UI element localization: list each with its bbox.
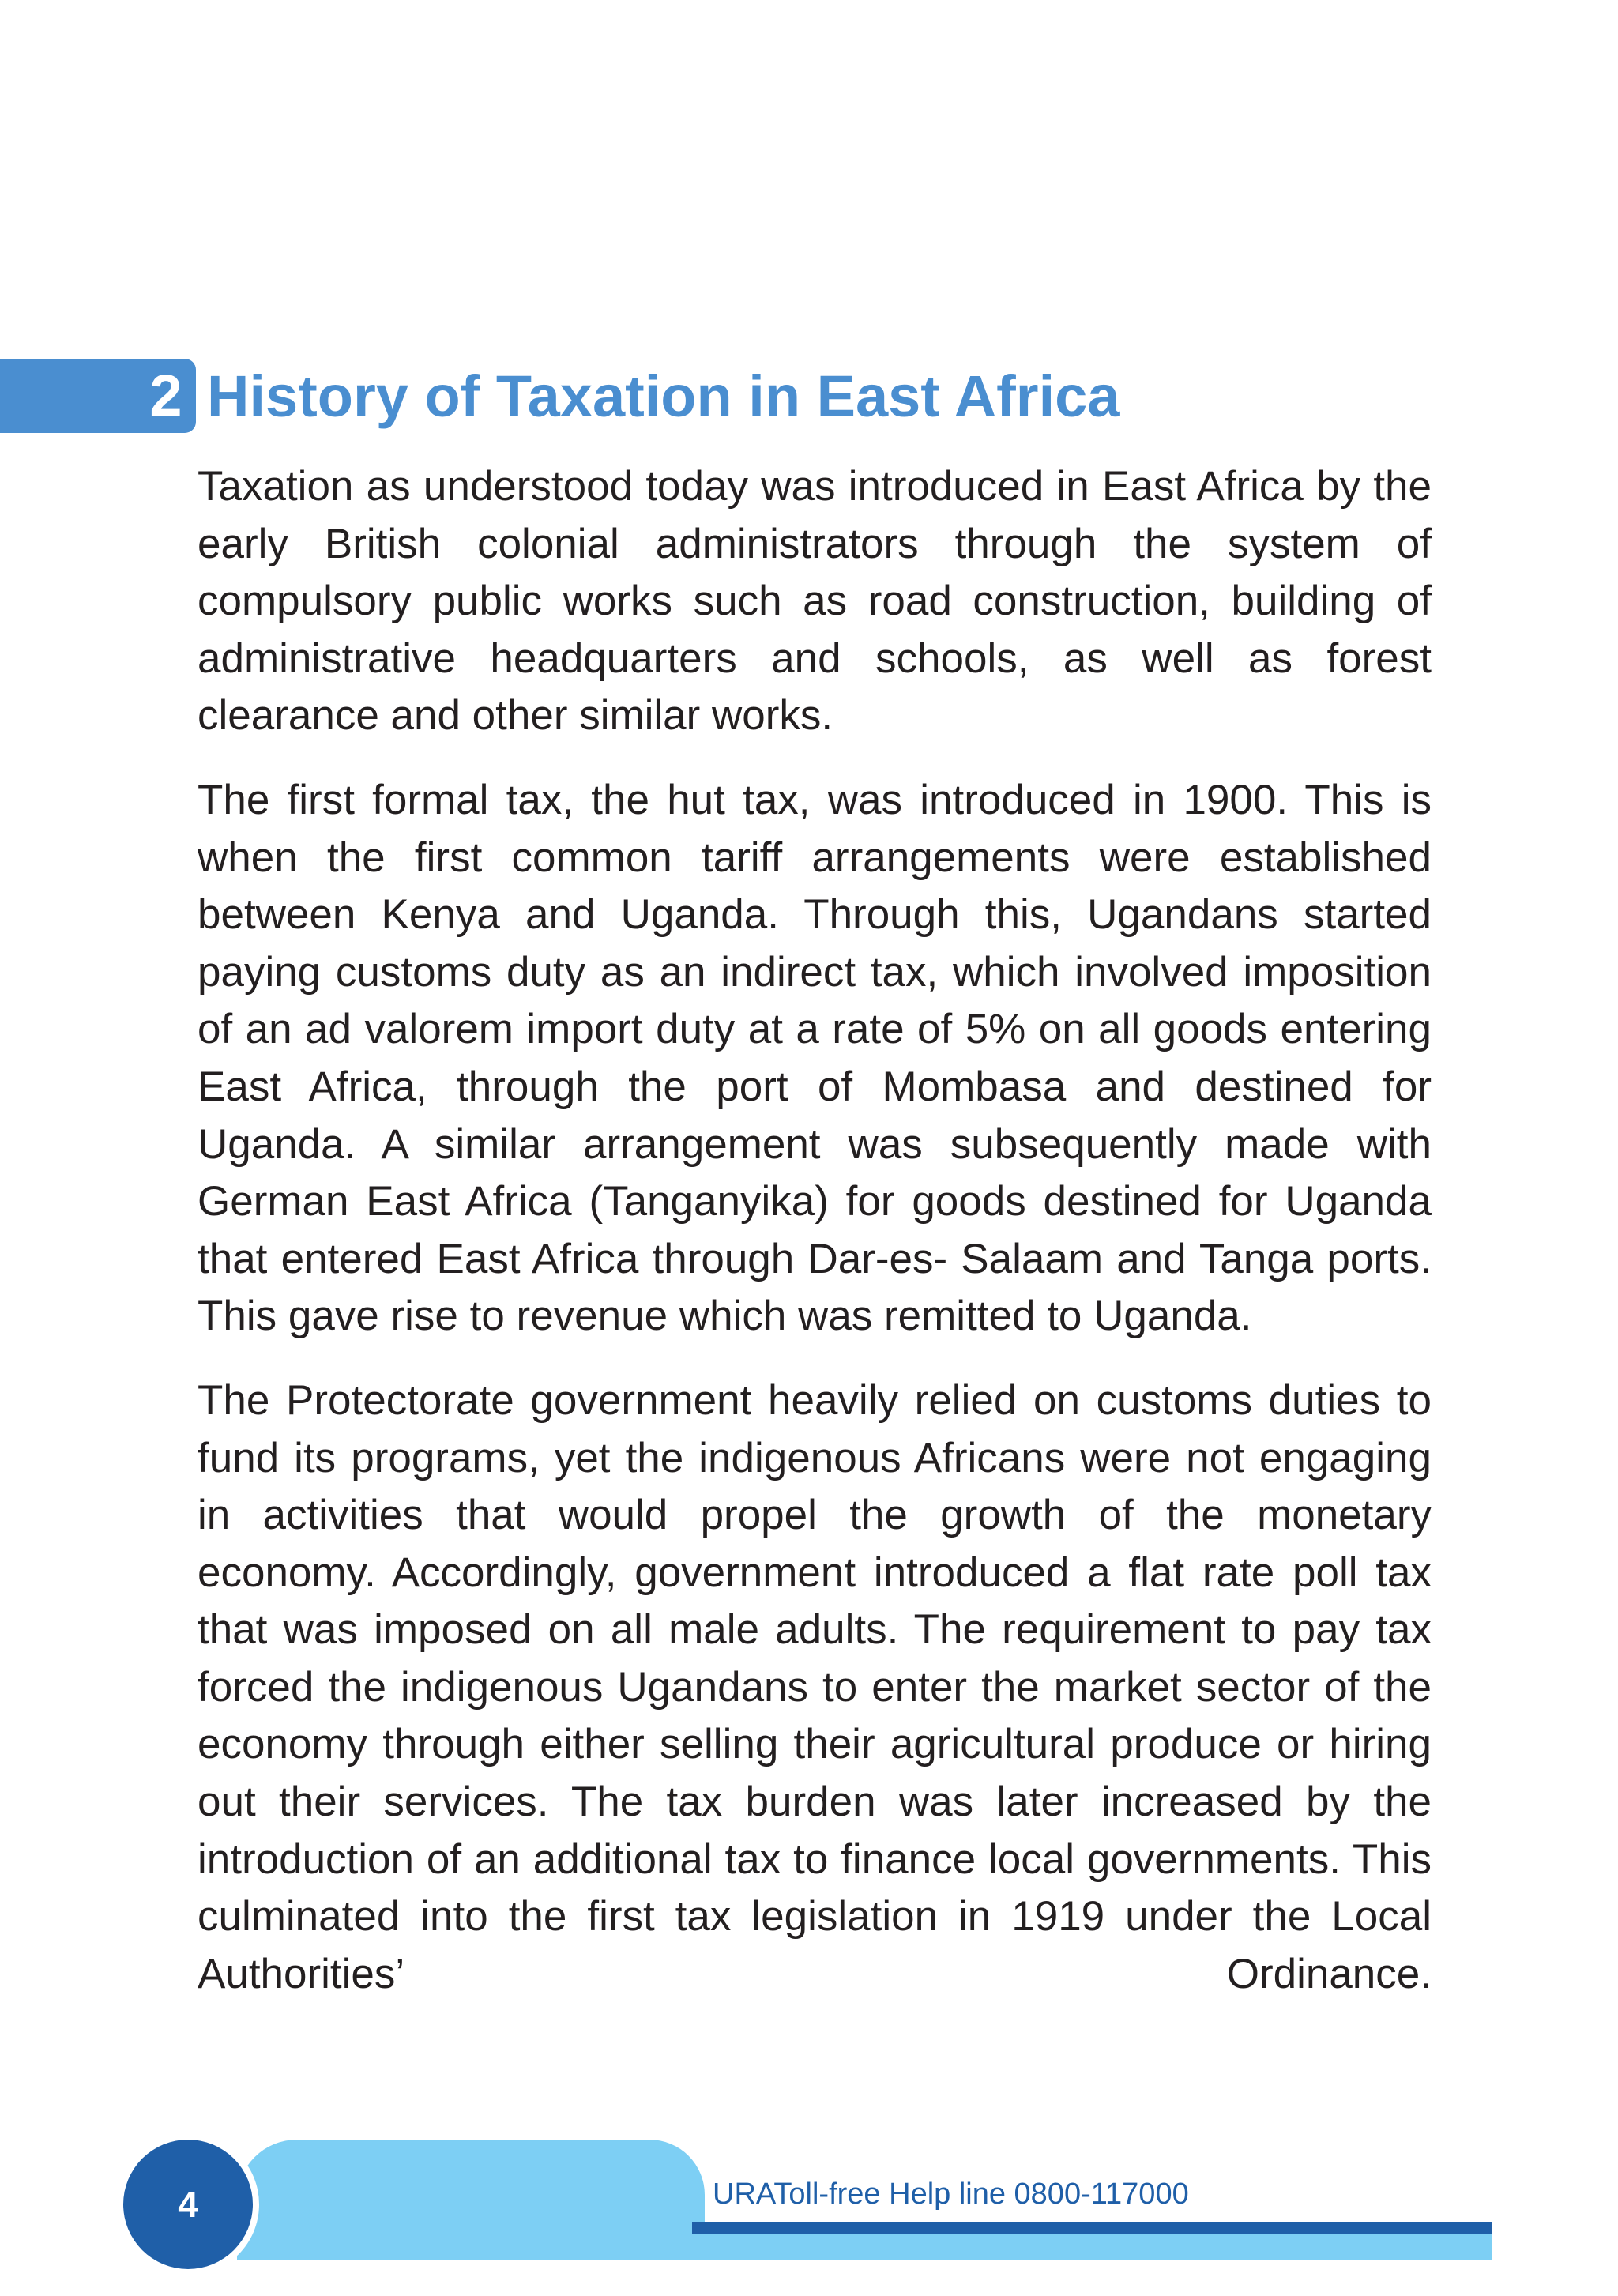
footer-band [237,2140,705,2260]
section-title: History of Taxation in East Africa [207,363,1120,429]
body-text [198,458,1432,2030]
paragraph: The Protectorate government heavily relied on customs duties to fund its programs, yet the indigenous Africans were not engaging in activities that would propel the growth of the monetary economy. Accordingly, government introduced a flat rate poll tax that was imposed on all male adults. The requirement to pay tax forced the indigenous Ugandans to enter the market sector of the economy through either selling their agricultural produce or hiring out their services. The tax burden was later increased by the introduction of an additional tax to finance local governments. This culminated into the first tax legislation in 1919 under the Local Authorities’ Ordinance. [198,1376,1432,1997]
page-number: 4 [123,2140,253,2269]
section-number: 2 [149,363,182,428]
paragraph: The first formal tax, the hut tax, was introduced in 1900. This is when the first common tariff arrangements were established between Kenya and Uganda. Through this, Ugandans started paying customs duty as an indirect tax, which involved imposition of an ad valorem import duty at a rate of 5% on all goods entering East Africa, through the port of Mombasa and destined for Uganda. A similar arrangement was subsequently made with German East Africa (Tanganyika) for goods destined for Uganda that entered East Africa through Dar-es- Salaam and Tanga ports. This gave rise to revenue which was remitted to Uganda. [198,776,1432,1340]
paragraph: Taxation as understood today was introduced in East Africa by the early British colonial administrators through the system of compulsory public works such as road construction, building of administrative headquarters and schools, as well as forest clearance and other similar works. [198,463,1432,740]
footer-rule [692,2222,1492,2234]
helpline-text: URAToll-free Help line 0800-117000 [713,2177,1189,2211]
